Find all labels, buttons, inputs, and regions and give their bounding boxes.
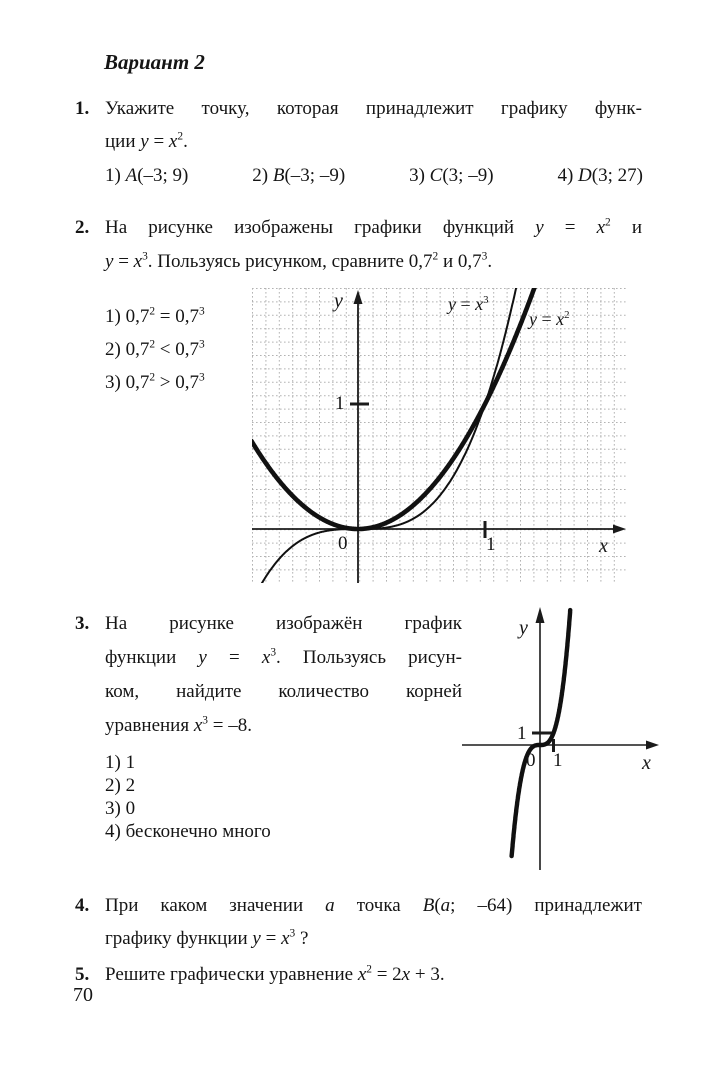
page-number: 70 — [73, 984, 93, 1006]
origin-label: 0 — [338, 533, 348, 554]
y-tick-label-1: 1 — [335, 393, 345, 414]
answer-option: 3) C(3; –9) — [409, 165, 494, 186]
text-line: ции $y = x^2$. — [105, 130, 188, 152]
answer-option: 3) 0 — [105, 798, 136, 819]
y-tick-label-1: 1 — [517, 723, 527, 744]
x-axis-label: x — [642, 752, 651, 774]
graph-x3-canvas — [460, 605, 660, 870]
answer-option: 2) B(–3; –9) — [252, 165, 346, 186]
problem-2-options — [105, 300, 205, 399]
problem-5 — [75, 958, 642, 991]
answer-option: 2) $0,7^2 < 0,7^3$ — [105, 338, 205, 360]
problem-5-text — [105, 958, 642, 991]
problem-3-number: 3. — [75, 613, 90, 634]
problem-3-text — [105, 607, 462, 743]
origin-label: 0 — [526, 750, 536, 771]
problem-4-number: 4. — [75, 895, 90, 916]
problem-3-options — [105, 751, 271, 843]
problem-2 — [75, 211, 642, 279]
figure-graph-x3 — [460, 605, 660, 870]
problem-3 — [75, 607, 462, 743]
curve-label-x3: $y = x^3$ — [448, 294, 489, 314]
text-line: уравнения $x^3 = -8$. — [105, 714, 252, 736]
problem-1-text — [105, 92, 642, 158]
text-line: Укажите точку, которая принадлежит графику функ- — [105, 98, 642, 119]
answer-option: 4) бесконечно много — [105, 821, 271, 842]
problem-1-number: 1. — [75, 98, 90, 119]
text-line: $y = x^3$. Пользуясь рисунком, сравните $0,7^2$ и $0,7^3$. — [105, 250, 493, 272]
problem-2-number: 2. — [75, 217, 90, 238]
x-tick-label-1: 1 — [486, 534, 496, 555]
figure-graphs-x2-x3 — [252, 288, 627, 583]
answer-option: 1) 1 — [105, 752, 136, 773]
y-axis-label: y — [519, 617, 528, 639]
curve-label-x2: $y = x^2$ — [529, 309, 570, 329]
answer-option: 1) A(–3; 9) — [105, 165, 189, 186]
problem-5-number: 5. — [75, 964, 90, 985]
answer-option: 3) $0,7^2 > 0,7^3$ — [105, 371, 205, 393]
answer-option: 2) 2 — [105, 775, 136, 796]
text-line: Решите графически уравнение $x^2 = 2x + 3$. — [105, 963, 445, 985]
problem-4 — [75, 889, 642, 955]
answer-option: 4) D(3; 27) — [557, 165, 643, 186]
answer-option: 1) $0,7^2 = 0,7^3$ — [105, 305, 205, 327]
graph-x2-and-x3-canvas — [252, 288, 627, 583]
text-line: При каком значении a точка B(a; –64) принадлежит — [105, 895, 642, 916]
text-line: ком, найдите количество корней — [105, 681, 462, 702]
text-line: графику функции $y = x^3$ ? — [105, 927, 309, 949]
text-line: На рисунке изображён график — [105, 613, 462, 634]
problem-1-options — [105, 164, 643, 188]
problem-2-text — [105, 211, 642, 279]
x-tick-label-1: 1 — [553, 750, 563, 771]
y-axis-label: y — [334, 290, 343, 312]
problem-1 — [75, 92, 642, 158]
variant-title: Вариант 2 — [104, 50, 205, 74]
text-line: На рисунке изображены графики функций $y = x^2$ и — [105, 216, 642, 238]
problem-4-text — [105, 889, 642, 955]
text-line: функции $y = x^3$. Пользуясь рисун- — [105, 646, 463, 668]
x-axis-label: x — [599, 535, 608, 557]
